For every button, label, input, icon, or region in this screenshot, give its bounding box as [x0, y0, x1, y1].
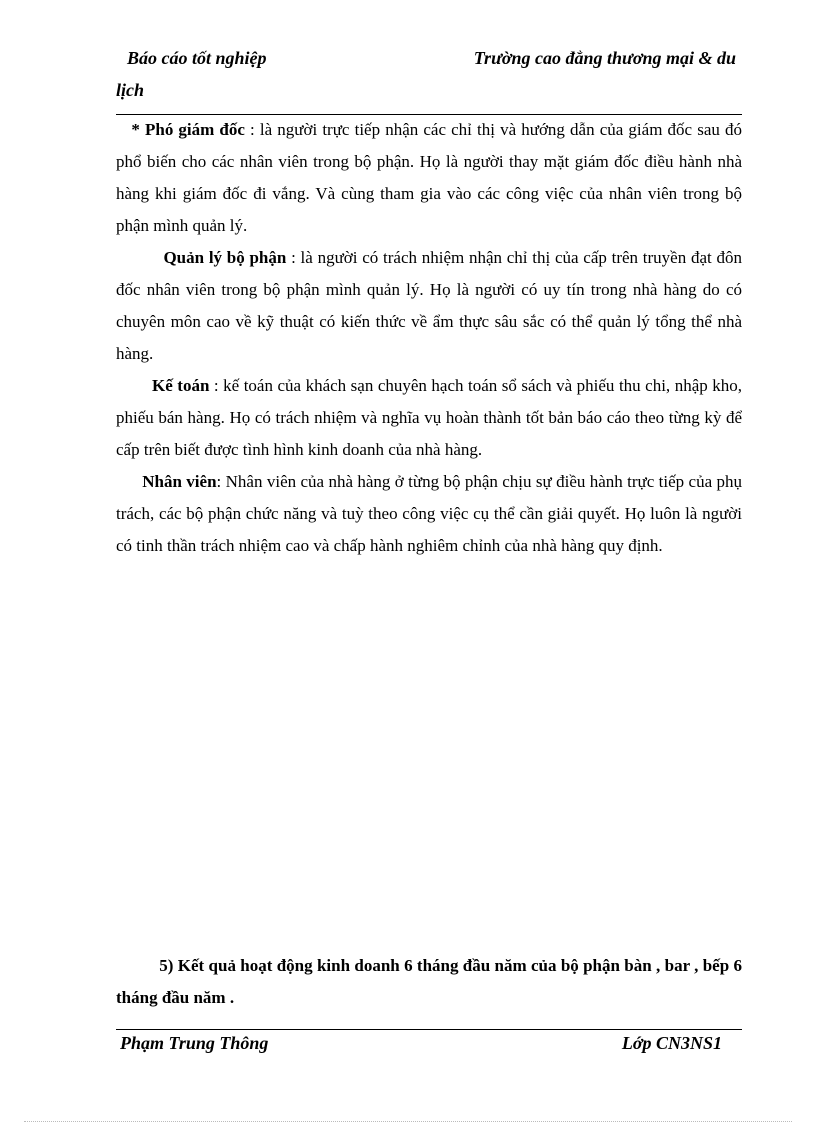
term-staff: Nhân viên: [142, 472, 217, 491]
header-school-name: Trường cao đẳng thương mại & du: [473, 48, 736, 68]
footer-class: Lớp CN3NS1: [621, 1033, 722, 1053]
paragraph-department-manager: Quản lý bộ phận : là người có trách nhiệm nhận chỉ thị của cấp trên truyền đạt đôn đốc nhân viên trong bộ phận mình quản lý. Họ là người có uy tín trong nhà hàng do có chuyên môn cao về kỹ thuật có kiến thức về ẩm thực sâu sắc có thể quản lý tổng thể nhà hàng.: [116, 248, 742, 363]
header-school-name-wrap: lịch: [116, 80, 145, 100]
paragraph-accountant: Kế toán : kế toán của khách sạn chuyên hạch toán sổ sách và phiếu thu chi, nhập kho, phiếu bán hàng. Họ có trách nhiệm và nghĩa vụ hoàn thành tốt bản báo cáo theo từng kỳ để cấp trên biết được tình hình kinh doanh của nhà hàng.: [116, 376, 742, 459]
term-accountant: Kế toán: [152, 376, 210, 395]
term-deputy-director: * Phó giám đốc: [131, 120, 245, 139]
paragraph-staff: Nhân viên: Nhân viên của nhà hàng ở từng bộ phận chịu sự điều hành trực tiếp của phụ trách, các bộ phận chức năng và tuỳ theo công việc cụ thể cần giải quyết. Họ luôn là người có tinh thần trách nhiệm cao và chấp hành nghiêm chỉnh của nhà hàng quy định.: [116, 472, 743, 555]
header-report-title: Báo cáo tốt nghiệp: [127, 48, 267, 68]
body-text: [116, 114, 742, 562]
term-department-manager: Quản lý bộ phận: [163, 248, 287, 267]
page-edge-dotted-line: [24, 1121, 792, 1122]
footer-rule: [116, 1029, 742, 1030]
paragraph-deputy-director: * Phó giám đốc : là người trực tiếp nhận các chỉ thị và hướng dẫn của giám đốc sau đó phổ biến cho các nhân viên trong bộ phận. Họ là người thay mặt giám đốc điều hành nhà hàng khi giám đốc đi vắng. Và cùng tham gia vào các công việc của nhân viên trong bộ phận mình quản lý.: [116, 120, 742, 235]
footer-author: Phạm Trung Thông: [120, 1033, 269, 1053]
section-heading-5: 5) Kết quả hoạt động kinh doanh 6 tháng đầu năm của bộ phận bàn , bar , bếp 6 tháng đầu năm .: [116, 956, 742, 1007]
